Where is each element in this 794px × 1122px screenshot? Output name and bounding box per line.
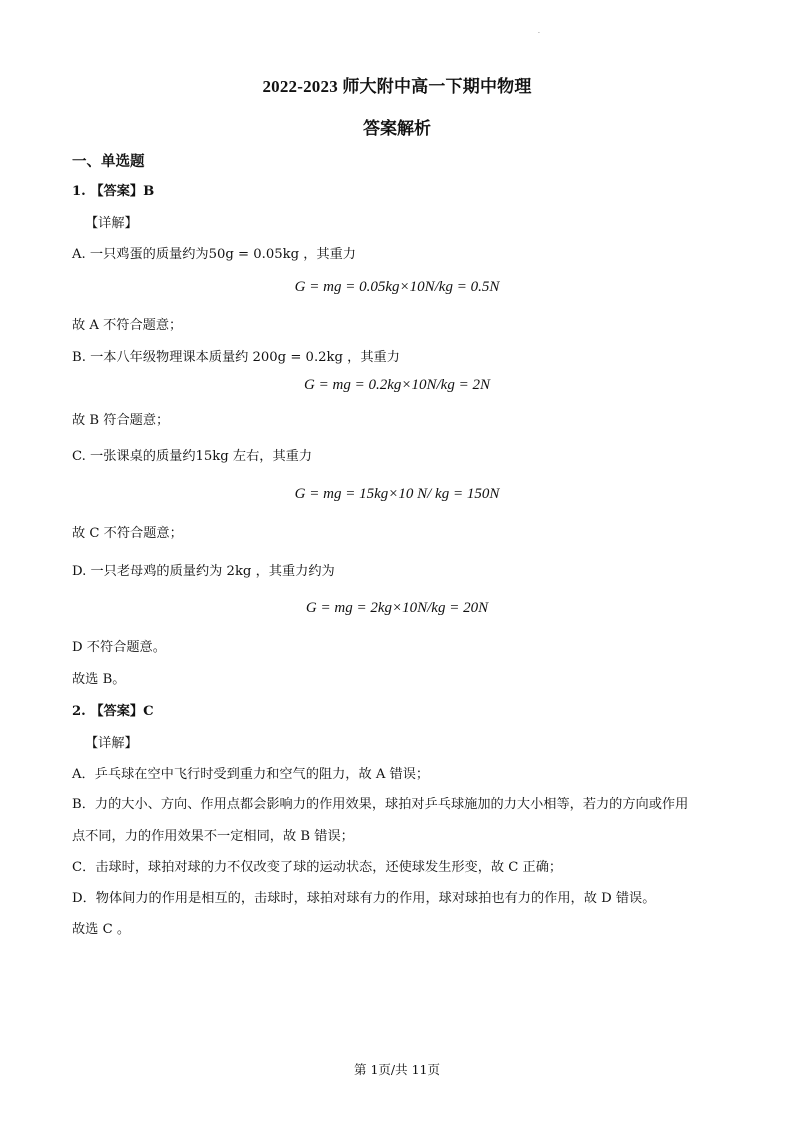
q1-answer-line: 1. 【答案】B [72,184,155,199]
page-footer: 第 1页/共 11页 [353,1062,441,1077]
q1-option-c-formula: G = mg = 15kg×10 N/ kg = 150N [294,486,500,502]
q1-option-b-conclusion: 故 B 符合题意； [72,413,170,428]
q1-option-d-formula: G = mg = 2kg×10N/kg = 20N [305,600,489,616]
page-title: 2022-2023 师大附中高一下期中物理 [262,77,532,96]
q1-final-answer: 故选 B。 [72,672,126,687]
q1-option-d-text: D. 一只老母鸡的质量约为 2kg ，其重力约为 [72,564,335,579]
q1-option-c-conclusion: 故 C 不符合题意； [72,526,183,541]
q1-option-d-conclusion: D 不符合题意。 [72,640,166,655]
page-subtitle: 答案解析 [363,119,431,138]
section-heading: 一、单选题 [72,153,145,170]
q1-option-a-formula: G = mg = 0.05kg×10N/kg = 0.5N [294,279,500,295]
corner-mark: · [538,30,540,37]
q1-detail-label: 【详解】 [85,216,138,231]
q1-option-c-text: C. 一张课桌的质量约15kg 左右，其重力 [72,449,313,464]
q1-option-a-conclusion: 故 A 不符合题意； [72,318,183,333]
q2-option-b-text-line1: B．力的大小、方向、作用点都会影响力的作用效果，球拍对乒乓球施加的力大小相等，若力的方向或作用 [72,797,689,812]
q2-answer-line: 2. 【答案】C [72,704,154,719]
q2-detail-label: 【详解】 [85,736,138,751]
q2-option-a-text: A．乒乓球在空中飞行时受到重力和空气的阻力，故 A 错误； [72,767,430,782]
q2-final-answer: 故选 C 。 [72,922,131,937]
q1-option-a-text: A. 一只鸡蛋的质量约为50g = 0.05kg ，其重力 [72,247,356,262]
q2-option-d-text: D．物体间力的作用是相互的，击球时，球拍对球有力的作用，球对球拍也有力的作用，故 D 错误。 [72,891,656,906]
q2-option-b-text-line2: 点不同，力的作用效果不一定相同，故 B 错误； [72,829,354,844]
q1-option-b-text: B. 一本八年级物理课本质量约 200g = 0.2kg ，其重力 [72,350,400,365]
q2-option-c-text: C．击球时，球拍对球的力不仅改变了球的运动状态，还使球发生形变，故 C 正确； [72,860,563,875]
q1-option-b-formula: G = mg = 0.2kg×10N/kg = 2N [304,377,490,393]
